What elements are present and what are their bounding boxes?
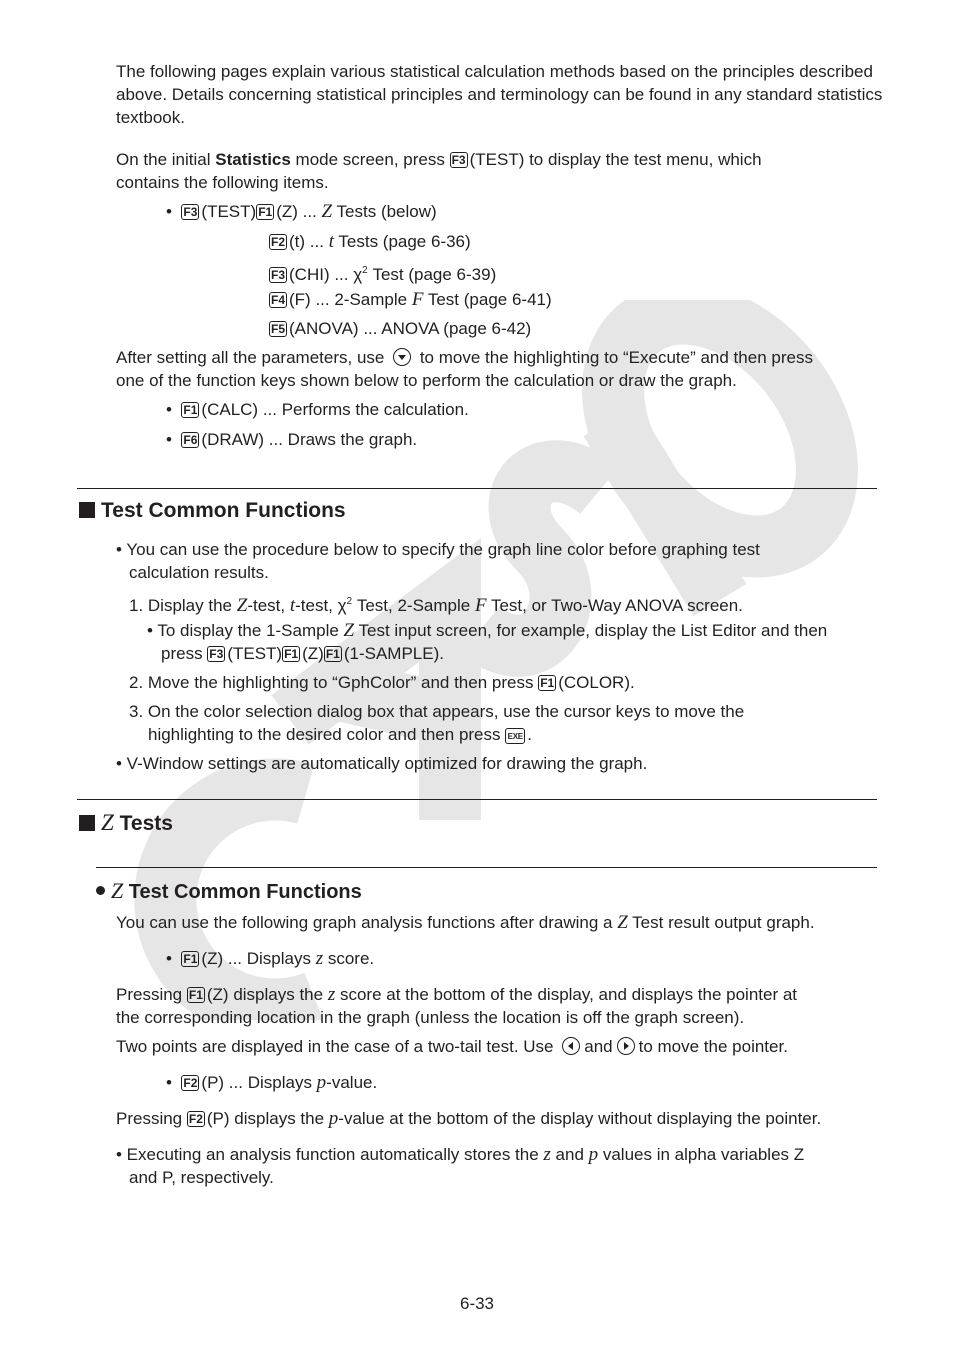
f1-key-icon: F1 [325,647,340,661]
calc-item: • F1 (CALC) ... Performs the calculation. [166,400,469,419]
intro-test-menu-line-2: contains the following items. [116,173,329,192]
exe-key-icon: EXE [505,728,525,744]
graph-color-bullet-line-1: • You can use the procedure below to specify the graph line color before graphing test [116,540,760,559]
f5-key-icon: F5 [271,322,286,336]
f1-key-icon: F1 [284,647,299,661]
section-title-z-tests: Z Tests [79,810,173,837]
step-1-sub-line-1: • To display the 1-Sample Z Test input screen, for example, display the List Editor and then [147,620,828,641]
pressing-f2-line: Pressing F2 (P) displays the p-value at the bottom of the display without displaying the pointer. [116,1108,822,1129]
intro-paragraph: The following pages explain various statistical calculation methods based on the principles described above. Details concerning statistical principles and terminology can be found in any standard statistics textbook. [116,62,883,127]
pressing-f1-line-1: Pressing F1 (Z) displays the z score at the bottom of the display, and displays the pointer at [116,984,798,1005]
f3-key-icon: F3 [271,268,286,282]
v-window-bullet: • V-Window settings are automatically optimized for drawing the graph. [116,754,648,773]
f1-key-icon: F1 [258,205,273,219]
section-title-test-common: Test Common Functions [79,498,346,524]
cursor-right-icon [617,1037,635,1055]
section-square-icon [79,815,95,831]
step-2: 2. Move the highlighting to “GphColor” and then press F1 (COLOR). [129,673,635,692]
subsection-title: Z Test Common Functions [96,879,362,904]
subsection-divider [96,867,877,868]
step-1: 1. Display the Z-test, t-test, $\chi^2$ Test, 2-Sample F Test, or Two-Way ANOVA screen. [129,595,743,616]
f2-key-icon: F2 [183,1076,198,1090]
cursor-left-icon [562,1037,580,1055]
executing-bullet-line-2: and P, respectively. [129,1168,274,1187]
page-number: 6-33 [459,1294,495,1313]
f3-key-icon: F3 [209,647,224,661]
menu-item-f: F4 (F) ... 2-Sample F Test (page 6-41) [271,289,552,310]
graph-color-bullet-line-2: calculation results. [129,563,269,582]
two-points-line: Two points are displayed in the case of a two-tail test. Use and to move the pointer. [116,1037,788,1056]
f4-key-icon: F4 [271,293,286,307]
f6-key-icon: F6 [183,433,198,447]
f2-key-icon: F2 [188,1112,203,1126]
bullet-dot-icon [96,886,105,895]
intro-test-menu-line: On the initial Statistics mode screen, press F3 (TEST) to display the test menu, which [116,150,762,169]
after-setting-line-1: After setting all the parameters, use to move the highlighting to “Execute” and then press [116,348,813,367]
draw-item: • F6 (DRAW) ... Draws the graph. [166,430,418,449]
f1-key-icon: F1 [183,403,198,417]
after-setting-line-2: one of the function keys shown below to perform the calculation or draw the graph. [116,371,737,390]
menu-item-z: • F3 (TEST) F1 (Z) ... Z Tests (below) [166,201,437,222]
subsection-intro: You can use the following graph analysis functions after drawing a Z Test result output graph. [116,912,815,933]
f1-key-icon: F1 [183,952,198,966]
f1-key-icon: F1 [188,988,203,1002]
section-divider [77,799,877,800]
pressing-f1-line-2: the corresponding location in the graph (unless the location is off the graph screen). [116,1008,745,1027]
step-1-sub-line-2: press F3 (TEST) F1 (Z) F1 (1-SAMPLE). [161,644,444,663]
menu-item-t: F2 (t) ... t Tests (page 6-36) [271,231,471,252]
executing-bullet-line-1: • Executing an analysis function automatically stores the z and p values in alpha variables Z [116,1144,805,1165]
cursor-down-icon [393,348,411,366]
f3-key-icon: F3 [451,153,466,167]
f3-key-icon: F3 [183,205,198,219]
statistics-mode-label: Statistics [215,150,291,169]
f2-p-item: • F2 (P) ... Displays p-value. [166,1072,378,1093]
section-divider [77,488,877,489]
step-3-line-2: highlighting to the desired color and then press EXE . [148,725,532,744]
f1-z-item: • F1 (Z) ... Displays z score. [166,948,375,969]
menu-item-anova: F5 (ANOVA) ... ANOVA (page 6-42) [271,319,532,338]
f2-key-icon: F2 [271,235,286,249]
menu-item-chi: F3 (CHI) ... $\chi^2$ Test (page 6-39) [271,265,497,284]
step-3-line-1: 3. On the color selection dialog box that appears, use the cursor keys to move the [129,702,745,721]
f1-key-icon: F1 [540,676,555,690]
section-square-icon [79,502,95,518]
